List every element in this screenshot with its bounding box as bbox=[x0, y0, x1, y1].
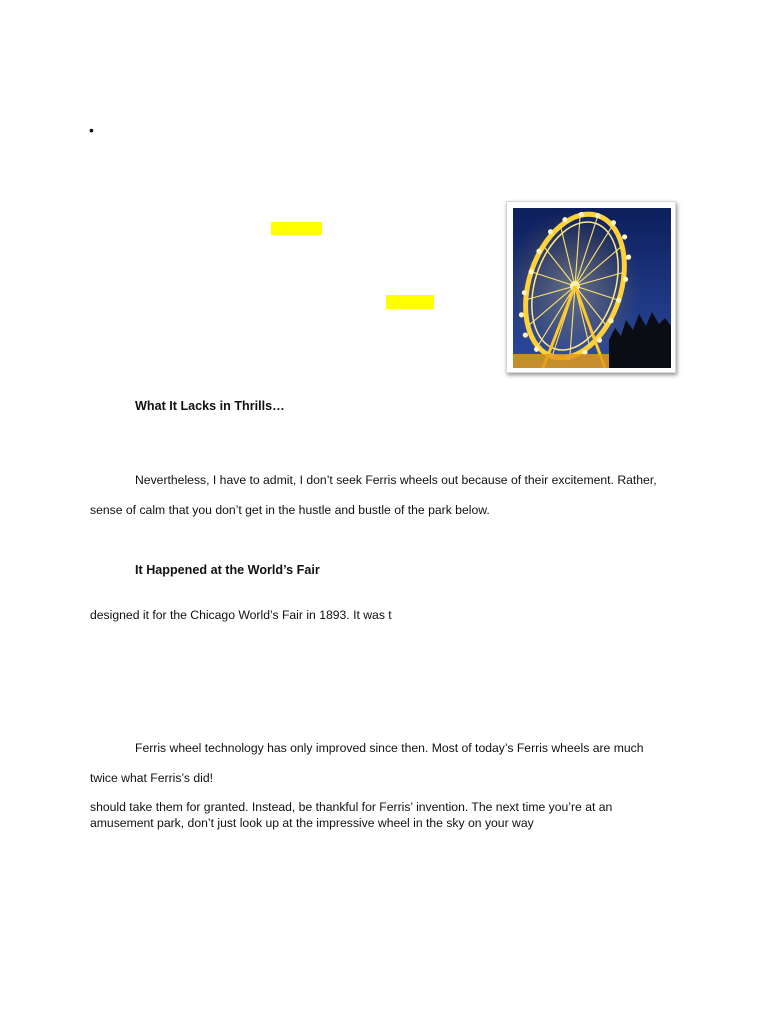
paragraph-line: should take them for granted. Instead, be thankful for Ferris’ invention. The next time you’re at an bbox=[90, 800, 613, 814]
ferris-wheel-photo bbox=[513, 208, 671, 368]
section-heading-thrills: What It Lacks in Thrills… bbox=[135, 399, 285, 413]
ferris-wheel-photo-frame bbox=[506, 201, 676, 373]
text-highlight bbox=[271, 222, 322, 235]
paragraph-line: Nevertheless, I have to admit, I don’t seek Ferris wheels out because of their excitement. Rather, bbox=[135, 473, 657, 487]
base-lights bbox=[513, 354, 623, 368]
text-highlight bbox=[386, 295, 434, 309]
paragraph-line: sense of calm that you don’t get in the hustle and bustle of the park below. bbox=[90, 503, 490, 517]
paragraph-line: Ferris wheel technology has only improved since then. Most of today’s Ferris wheels are much bbox=[135, 741, 644, 755]
paragraph-line: designed it for the Chicago World’s Fair in 1893. It was t bbox=[90, 608, 392, 622]
paragraph-line: amusement park, don’t just look up at the impressive wheel in the sky on your way bbox=[90, 816, 534, 830]
section-heading-worlds-fair: It Happened at the World’s Fair bbox=[135, 563, 320, 577]
list-bullet: • bbox=[89, 122, 94, 138]
paragraph-line: twice what Ferris’s did! bbox=[90, 771, 214, 785]
